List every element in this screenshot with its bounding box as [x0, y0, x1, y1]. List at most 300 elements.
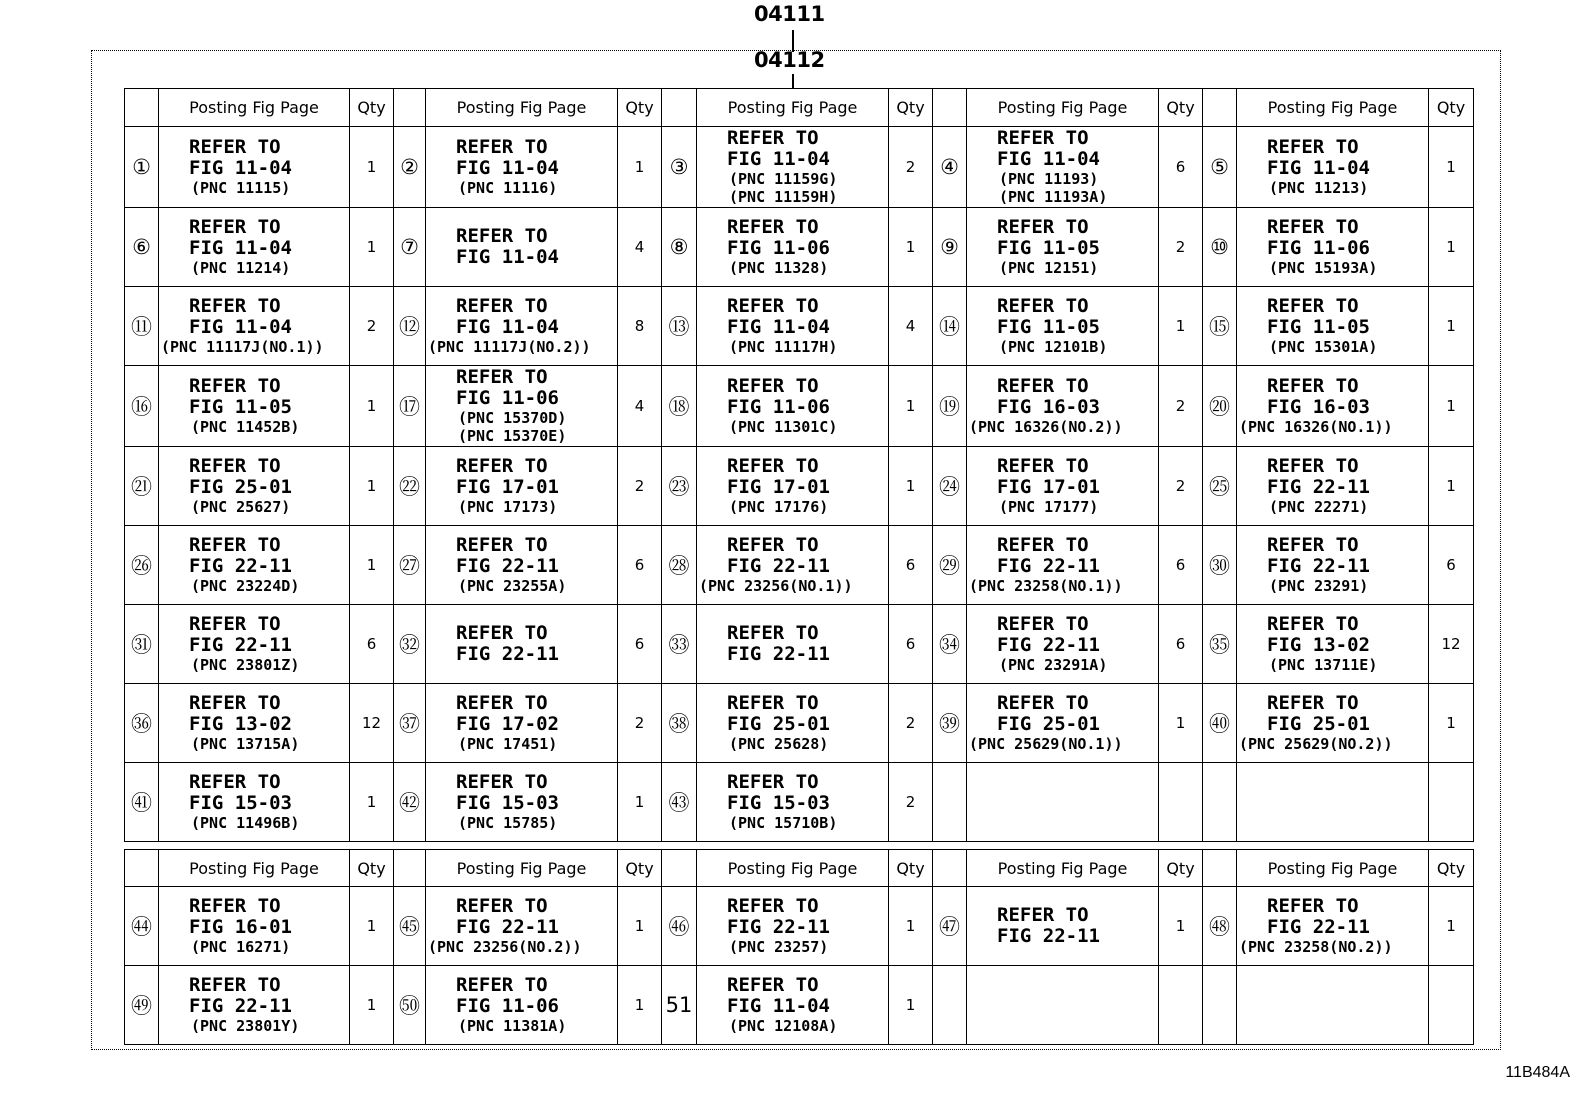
posting-cell: [697, 126, 889, 207]
item-number: [1203, 762, 1237, 841]
pnc-reference: (PNC 13711E): [1269, 655, 1378, 674]
refer-to-text: REFER TO: [727, 770, 819, 793]
item-number: ⑦: [394, 207, 426, 286]
qty-cell: 1: [350, 762, 394, 841]
qty-cell: 6: [1159, 604, 1203, 683]
refer-to-text: REFER TO: [997, 294, 1089, 317]
item-number: ④: [933, 126, 967, 207]
refer-to-text: REFER TO: [727, 691, 819, 714]
diagram-code: 11B484A: [1505, 1064, 1570, 1081]
posting-cell: [426, 126, 618, 207]
item-number: [1203, 966, 1237, 1045]
refer-to-text: REFER TO: [189, 215, 281, 238]
fig-reference: FIG 22-11: [456, 554, 559, 577]
posting-cell: [159, 525, 350, 604]
pnc-reference: (PNC 23291A): [999, 655, 1108, 674]
posting-cell: [426, 966, 618, 1045]
pnc-reference: (PNC 11117J(NO.1)): [161, 337, 324, 356]
fig-reference: FIG 22-11: [1267, 475, 1370, 498]
qty-cell: 1: [350, 525, 394, 604]
refer-to-text: REFER TO: [456, 294, 548, 317]
fig-reference: FIG 11-04: [727, 995, 830, 1018]
refer-to-text: REFER TO: [456, 454, 548, 477]
item-number: ㊼: [933, 887, 967, 966]
header-qty: Qty: [889, 850, 933, 887]
table-row: [125, 525, 1474, 604]
pnc-reference: (PNC 25627): [191, 497, 291, 516]
qty-cell: 6: [350, 604, 394, 683]
qty-cell: 6: [1429, 525, 1474, 604]
header-qty: Qty: [1429, 89, 1474, 127]
item-number: [933, 762, 967, 841]
item-number: ㉖: [125, 525, 159, 604]
pnc-reference: (PNC 17451): [458, 734, 558, 753]
posting-cell: [1237, 126, 1429, 207]
item-number: ㊹: [125, 887, 159, 966]
refer-to-text: REFER TO: [456, 135, 548, 158]
fig-reference: FIG 22-11: [997, 554, 1100, 577]
qty-cell: 2: [618, 683, 662, 762]
pnc-reference: (PNC 15710B): [729, 813, 838, 832]
header-posting: Posting Fig Page: [426, 89, 618, 127]
posting-cell: [1237, 966, 1429, 1045]
posting-cell: [1237, 446, 1429, 525]
pnc-reference: (PNC 11193A): [999, 187, 1108, 206]
posting-cell: [697, 683, 889, 762]
fig-reference: FIG 11-04: [456, 245, 559, 268]
header-posting: Posting Fig Page: [967, 850, 1159, 887]
item-number: ㊻: [662, 887, 697, 966]
refer-to-text: REFER TO: [456, 770, 548, 793]
refer-to-text: REFER TO: [727, 895, 819, 918]
item-number: ㊷: [394, 762, 426, 841]
fig-reference: FIG 25-01: [997, 712, 1100, 735]
header-posting: Posting Fig Page: [159, 89, 350, 127]
table-row: [125, 887, 1474, 966]
header-qty: Qty: [350, 850, 394, 887]
fig-reference: FIG 13-02: [1267, 633, 1370, 656]
qty-cell: 1: [350, 365, 394, 446]
posting-cell: [697, 966, 889, 1045]
posting-cell: [159, 446, 350, 525]
item-number: ㊳: [662, 683, 697, 762]
fig-reference: FIG 11-04: [456, 156, 559, 179]
qty-cell: 1: [1159, 887, 1203, 966]
qty-cell: 1: [889, 365, 933, 446]
posting-cell: [697, 207, 889, 286]
posting-cell: [967, 604, 1159, 683]
refer-to-text: REFER TO: [456, 621, 548, 644]
refer-to-text: REFER TO: [1267, 691, 1359, 714]
posting-cell: [159, 365, 350, 446]
header-qty: Qty: [1429, 850, 1474, 887]
fig-reference: FIG 11-04: [456, 315, 559, 338]
item-number: ㊾: [125, 966, 159, 1045]
item-number: ㉜: [394, 604, 426, 683]
refer-to-text: REFER TO: [189, 612, 281, 635]
posting-cell: [967, 966, 1159, 1045]
posting-cell: [1237, 207, 1429, 286]
qty-cell: 6: [1159, 525, 1203, 604]
refer-to-text: REFER TO: [456, 224, 548, 247]
refer-to-text: REFER TO: [997, 691, 1089, 714]
fig-reference: FIG 11-06: [727, 395, 830, 418]
pnc-reference: (PNC 11117J(NO.2)): [428, 337, 591, 356]
header-qty: Qty: [350, 89, 394, 127]
qty-cell: 12: [1429, 604, 1474, 683]
qty-cell: 2: [889, 683, 933, 762]
table-row: [125, 286, 1474, 365]
fig-reference: FIG 11-05: [997, 236, 1100, 259]
posting-cell: [967, 365, 1159, 446]
fig-reference: FIG 22-11: [997, 925, 1100, 948]
fig-reference: FIG 22-11: [1267, 554, 1370, 577]
pnc-reference: (PNC 11381A): [458, 1017, 567, 1036]
posting-cell: [426, 286, 618, 365]
pnc-reference: (PNC 11452B): [191, 417, 300, 436]
qty-cell: 1: [1429, 365, 1474, 446]
pnc-reference: (PNC 23224D): [191, 576, 300, 595]
pnc-reference: (PNC 13715A): [191, 734, 300, 753]
posting-cell: [697, 762, 889, 841]
fig-reference: FIG 11-05: [1267, 315, 1370, 338]
table-row: [125, 683, 1474, 762]
qty-cell: 6: [618, 604, 662, 683]
fig-reference: FIG 22-11: [456, 642, 559, 665]
header-posting: Posting Fig Page: [967, 89, 1159, 127]
item-number: ㊶: [125, 762, 159, 841]
item-number: ㊱: [125, 683, 159, 762]
fig-reference: FIG 15-03: [456, 791, 559, 814]
header-row: [125, 850, 1474, 887]
posting-cell: [967, 683, 1159, 762]
header-posting: Posting Fig Page: [1237, 89, 1429, 127]
refer-to-text: REFER TO: [456, 533, 548, 556]
pnc-reference: (PNC 12151): [999, 258, 1099, 277]
item-number: ⑩: [1203, 207, 1237, 286]
fig-reference: FIG 17-02: [456, 712, 559, 735]
fig-reference: FIG 11-04: [727, 147, 830, 170]
posting-cell: [697, 286, 889, 365]
pnc-reference: (PNC 15301A): [1269, 337, 1378, 356]
posting-cell: [159, 762, 350, 841]
fig-reference: FIG 11-04: [1267, 156, 1370, 179]
pnc-reference: (PNC 17177): [999, 497, 1099, 516]
pnc-reference: (PNC 17173): [458, 497, 558, 516]
refer-to-text: REFER TO: [189, 770, 281, 793]
posting-cell: [967, 525, 1159, 604]
pnc-reference: (PNC 11301C): [729, 417, 838, 436]
pnc-reference: (PNC 15370D): [458, 408, 567, 427]
pnc-reference: (PNC 23256(NO.1)): [699, 576, 853, 595]
refer-to-text: REFER TO: [189, 135, 281, 158]
pnc-reference: (PNC 16326(NO.2)): [969, 417, 1123, 436]
item-number: ①: [125, 126, 159, 207]
table-row: [125, 365, 1474, 446]
refer-to-text: REFER TO: [727, 374, 819, 397]
posting-cell: [967, 126, 1159, 207]
qty-cell: [1159, 762, 1203, 841]
item-number: ㉒: [394, 446, 426, 525]
fig-reference: FIG 22-11: [727, 916, 830, 939]
item-number: ⑬: [662, 286, 697, 365]
posting-cell: [697, 525, 889, 604]
posting-cell: [697, 887, 889, 966]
qty-cell: 1: [1429, 887, 1474, 966]
item-number: [933, 966, 967, 1045]
table-row: [125, 966, 1474, 1045]
refer-to-text: REFER TO: [997, 126, 1089, 149]
pnc-reference: (PNC 11214): [191, 258, 291, 277]
table-row: [125, 604, 1474, 683]
item-number: ㊵: [1203, 683, 1237, 762]
posting-cell: [1237, 286, 1429, 365]
reference-table-secondary: [124, 849, 1474, 1045]
posting-cell: [1237, 525, 1429, 604]
header-num-cell: [933, 850, 967, 887]
posting-cell: [159, 683, 350, 762]
posting-cell: [159, 604, 350, 683]
refer-to-text: REFER TO: [189, 374, 281, 397]
posting-cell: [697, 446, 889, 525]
pnc-reference: (PNC 23258(NO.2)): [1239, 938, 1393, 957]
fig-reference: FIG 22-11: [189, 633, 292, 656]
refer-to-text: REFER TO: [1267, 374, 1359, 397]
fig-reference: FIG 11-04: [727, 315, 830, 338]
fig-reference: FIG 16-03: [1267, 395, 1370, 418]
header-num-cell: [662, 89, 697, 127]
header-qty: Qty: [618, 89, 662, 127]
pnc-reference: (PNC 23801Y): [191, 1017, 300, 1036]
refer-to-text: REFER TO: [1267, 135, 1359, 158]
pnc-reference: (PNC 23801Z): [191, 655, 300, 674]
pnc-reference: (PNC 15193A): [1269, 258, 1378, 277]
fig-reference: FIG 11-04: [189, 315, 292, 338]
item-number: ③: [662, 126, 697, 207]
header-qty: Qty: [1159, 850, 1203, 887]
qty-cell: 1: [350, 126, 394, 207]
qty-cell: 2: [889, 126, 933, 207]
refer-to-text: REFER TO: [997, 215, 1089, 238]
fig-reference: FIG 11-06: [1267, 236, 1370, 259]
pnc-reference: (PNC 17176): [729, 497, 829, 516]
qty-cell: 6: [889, 604, 933, 683]
fig-reference: FIG 11-04: [189, 156, 292, 179]
fig-reference: FIG 17-01: [727, 475, 830, 498]
fig-reference: FIG 16-01: [189, 916, 292, 939]
posting-cell: [967, 887, 1159, 966]
table-row: [125, 446, 1474, 525]
refer-to-text: REFER TO: [727, 533, 819, 556]
qty-cell: 12: [350, 683, 394, 762]
header-num-cell: [394, 850, 426, 887]
item-number: ㉕: [1203, 446, 1237, 525]
fig-reference: FIG 22-11: [997, 633, 1100, 656]
refer-to-text: REFER TO: [456, 691, 548, 714]
item-number: ㊿: [394, 966, 426, 1045]
item-number: ㉚: [1203, 525, 1237, 604]
qty-cell: 1: [350, 446, 394, 525]
callout-04111: 04111: [754, 2, 825, 26]
qty-cell: 2: [350, 286, 394, 365]
fig-reference: FIG 22-11: [189, 554, 292, 577]
qty-cell: [1429, 762, 1474, 841]
header-num-cell: [125, 89, 159, 127]
refer-to-text: REFER TO: [727, 294, 819, 317]
table-row: [125, 207, 1474, 286]
refer-to-text: REFER TO: [1267, 533, 1359, 556]
refer-to-text: REFER TO: [727, 454, 819, 477]
header-num-cell: [125, 850, 159, 887]
fig-reference: FIG 11-06: [727, 236, 830, 259]
fig-reference: FIG 13-02: [189, 712, 292, 735]
pnc-reference: (PNC 11213): [1269, 178, 1369, 197]
item-number: ⑭: [933, 286, 967, 365]
posting-cell: [1237, 683, 1429, 762]
refer-to-text: REFER TO: [997, 612, 1089, 635]
refer-to-text: REFER TO: [997, 454, 1089, 477]
posting-cell: [426, 683, 618, 762]
item-number: ㊸: [662, 762, 697, 841]
refer-to-text: REFER TO: [1267, 454, 1359, 477]
posting-cell: [1237, 762, 1429, 841]
posting-cell: [426, 525, 618, 604]
item-number: ⑯: [125, 365, 159, 446]
refer-to-text: REFER TO: [727, 126, 819, 149]
qty-cell: 1: [1429, 207, 1474, 286]
item-number: ㉘: [662, 525, 697, 604]
item-number: ㉙: [933, 525, 967, 604]
refer-to-text: REFER TO: [189, 533, 281, 556]
qty-cell: 1: [889, 887, 933, 966]
qty-cell: 6: [618, 525, 662, 604]
qty-cell: [1429, 966, 1474, 1045]
fig-reference: FIG 22-11: [189, 995, 292, 1018]
fig-reference: FIG 11-04: [189, 236, 292, 259]
item-number: ⑰: [394, 365, 426, 446]
posting-cell: [426, 365, 618, 446]
refer-to-text: REFER TO: [1267, 612, 1359, 635]
fig-reference: FIG 15-03: [727, 791, 830, 814]
item-number: ㉞: [933, 604, 967, 683]
header-qty: Qty: [618, 850, 662, 887]
header-posting: Posting Fig Page: [697, 850, 889, 887]
pnc-reference: (PNC 11159G): [729, 169, 838, 188]
refer-to-text: REFER TO: [727, 215, 819, 238]
qty-cell: 1: [618, 126, 662, 207]
posting-cell: [967, 286, 1159, 365]
posting-cell: [159, 887, 350, 966]
posting-cell: [697, 365, 889, 446]
fig-reference: FIG 11-05: [189, 395, 292, 418]
fig-reference: FIG 22-11: [727, 642, 830, 665]
header-num-cell: [933, 89, 967, 127]
header-posting: Posting Fig Page: [159, 850, 350, 887]
pnc-reference: (PNC 15785): [458, 813, 558, 832]
pnc-reference: (PNC 25628): [729, 734, 829, 753]
item-number: ㉔: [933, 446, 967, 525]
pnc-reference: (PNC 23291): [1269, 576, 1369, 595]
pnc-reference: (PNC 11193): [999, 169, 1099, 188]
refer-to-text: REFER TO: [189, 454, 281, 477]
qty-cell: 2: [618, 446, 662, 525]
item-number: ㉟: [1203, 604, 1237, 683]
item-number: ⑳: [1203, 365, 1237, 446]
fig-reference: FIG 25-01: [727, 712, 830, 735]
qty-cell: 1: [618, 887, 662, 966]
pnc-reference: (PNC 16326(NO.1)): [1239, 417, 1393, 436]
table-row: [125, 126, 1474, 207]
refer-to-text: REFER TO: [456, 365, 548, 388]
item-number: ㉓: [662, 446, 697, 525]
table-row: [125, 762, 1474, 841]
fig-reference: FIG 22-11: [456, 916, 559, 939]
fig-reference: FIG 17-01: [456, 475, 559, 498]
refer-to-text: REFER TO: [1267, 294, 1359, 317]
posting-cell: [967, 207, 1159, 286]
qty-cell: 1: [1429, 683, 1474, 762]
fig-reference: FIG 11-05: [997, 315, 1100, 338]
qty-cell: 2: [889, 762, 933, 841]
header-num-cell: [1203, 89, 1237, 127]
pnc-reference: (PNC 15370E): [458, 426, 567, 445]
qty-cell: 1: [1429, 446, 1474, 525]
qty-cell: 1: [350, 887, 394, 966]
posting-cell: [426, 207, 618, 286]
header-posting: Posting Fig Page: [426, 850, 618, 887]
qty-cell: 1: [1429, 286, 1474, 365]
posting-cell: [1237, 887, 1429, 966]
item-number: ㉝: [662, 604, 697, 683]
refer-to-text: REFER TO: [727, 621, 819, 644]
item-number: ②: [394, 126, 426, 207]
qty-cell: 1: [618, 762, 662, 841]
posting-cell: [1237, 604, 1429, 683]
refer-to-text: REFER TO: [727, 974, 819, 997]
item-number: ⑮: [1203, 286, 1237, 365]
refer-to-text: REFER TO: [189, 691, 281, 714]
pnc-reference: (PNC 25629(NO.1)): [969, 734, 1123, 753]
posting-cell: [426, 887, 618, 966]
posting-cell: [426, 604, 618, 683]
pnc-reference: (PNC 12108A): [729, 1017, 838, 1036]
item-number: ㊽: [1203, 887, 1237, 966]
pnc-reference: (PNC 11117H): [729, 337, 838, 356]
pnc-reference: (PNC 23256(NO.2)): [428, 938, 582, 957]
qty-cell: 1: [1159, 683, 1203, 762]
reference-table-main: [124, 88, 1474, 842]
refer-to-text: REFER TO: [1267, 215, 1359, 238]
qty-cell: 1: [350, 207, 394, 286]
qty-cell: 1: [350, 966, 394, 1045]
posting-cell: [159, 207, 350, 286]
refer-to-text: REFER TO: [189, 974, 281, 997]
pnc-reference: (PNC 23257): [729, 938, 829, 957]
pnc-reference: (PNC 11159H): [729, 187, 838, 206]
fig-reference: FIG 22-11: [1267, 916, 1370, 939]
fig-reference: FIG 11-06: [456, 995, 559, 1018]
posting-cell: [159, 966, 350, 1045]
posting-cell: [967, 762, 1159, 841]
posting-cell: [426, 446, 618, 525]
header-posting: Posting Fig Page: [697, 89, 889, 127]
posting-cell: [967, 446, 1159, 525]
fig-reference: FIG 25-01: [189, 475, 292, 498]
callout-04112: 04112: [754, 48, 825, 72]
item-number: ⑨: [933, 207, 967, 286]
item-number: 51: [662, 966, 697, 1045]
pnc-reference: (PNC 25629(NO.2)): [1239, 734, 1393, 753]
